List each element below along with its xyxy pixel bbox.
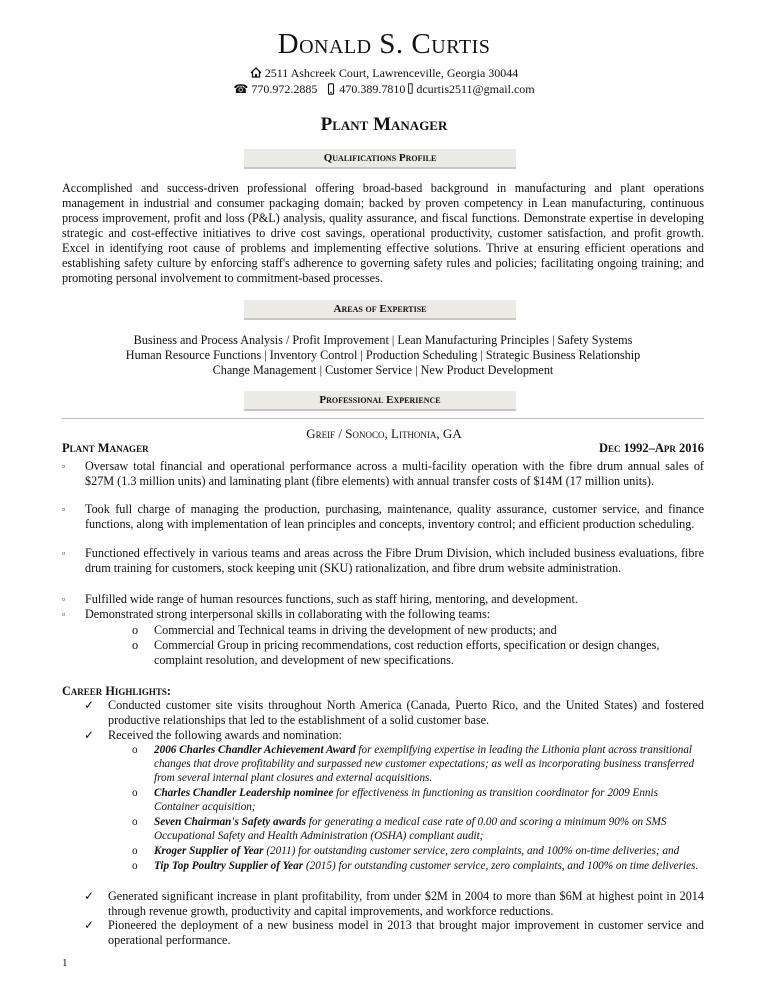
highlight-item: ✓ Pioneered the deployment of a new business model in 2013 that brought major improvement in customer service and operational performance. [84, 918, 704, 947]
phone-number: 770.972.2885 [251, 82, 318, 96]
award-name: Kroger Supplier of Year [154, 845, 264, 857]
circle-bullet-icon: o [132, 744, 138, 756]
award-description: for exemplifying expertise in leading the Lithonia plant across transitional changes that drove profitability and surpassed new customer expectations; as well as incorporating business transferred from several internal plant closures and external acquisitions. [154, 744, 695, 784]
telephone-icon: ☎ [233, 82, 249, 96]
award-name: Seven Chairman's Safety awards [154, 816, 306, 828]
candidate-name: Donald S. Curtis [277, 28, 491, 60]
experience-section-header: Professional Experience [244, 391, 516, 411]
award-item [132, 815, 704, 843]
company-name: Greif / Sonoco, Lithonia, GA [306, 426, 462, 441]
award-description: for effectiveness in functioning as transition coordinator for 2009 Ennis Container acquisition; [154, 787, 658, 813]
envelope-icon [408, 83, 413, 94]
square-bullet-icon: ▫ [62, 594, 66, 604]
award-item [132, 743, 704, 785]
highlight-item: ✓ Received the following awards and nomination: [84, 728, 342, 742]
expertise-section-header: Areas of Expertise [244, 300, 516, 320]
phone-email-line [0, 82, 768, 97]
career-highlights-heading: Career Highlights: [62, 684, 171, 698]
square-bullet-icon: ▫ [62, 504, 66, 514]
email-address[interactable]: dcurtis2511@gmail.com [416, 82, 535, 96]
page-number: 1 [62, 957, 68, 969]
list-item: ▫ Demonstrated strong interpersonal skills in collaborating with the following teams: [62, 607, 491, 621]
award-name: Charles Chandler Leadership nominee [154, 787, 334, 799]
award-name: Tip Top Poultry Supplier of Year [154, 860, 304, 872]
sub-list-item: o Commercial Group in pricing recommendations, cost reduction efforts, specification or design changes, complaint resolution, and development of new specifications. [132, 638, 660, 667]
circle-bullet-icon: o [132, 638, 139, 652]
expertise-line: Change Management | Customer Service | New Product Development [212, 363, 554, 377]
award-item [132, 844, 704, 858]
list-item: ▫ Oversaw total financial and operational performance across a multi-facility operation with the fibre drum annual sales of $27M (1.3 million units) and laminating plant (fibre elements) with annual transfer costs of $14M (17 million units). [62, 459, 704, 488]
award-item [132, 786, 704, 814]
qualifications-section-header: Qualifications Profile [244, 149, 516, 169]
list-item: ▫ Took full charge of managing the production, purchasing, maintenance, quality assurance, customer service, and finance functions, along with implementation of lean principles and concepts, inventory control; and efficient production scheduling. [62, 502, 704, 531]
highlight-item: ✓ Generated significant increase in plant profitability, from under $2M in 2004 to more than $6M at highest point in 2014 through revenue growth, productivity and capital improvements, and workforce reductions. [84, 889, 704, 918]
circle-bullet-icon: o [132, 787, 138, 799]
sub-list-item: o Commercial and Technical teams in driving the development of new products; and [132, 623, 557, 637]
checkmark-icon: ✓ [84, 728, 95, 742]
job-title: Plant Manager [320, 114, 448, 135]
qualifications-profile-text: Accomplished and success-driven professional offering broad-based background in manufacturing and plant operations management in industrial and consumer packaging domain; backed by proven competency in Lean manufacturing, continuous process improvement, profit and loss (P&L) analysis, quality assurance, and fiscal functions. Demonstrate expertise in developing strategic and cost-effective initiatives to drive cost savings, operational productivity, customer satisfaction, and profit growth. Excel in identifying root cause of problems and implementing effective solutions. Thrive at ensuring efficient operations and establishing safety culture by enforcing staff's adherence to governing safety rules and policies; facilitating ongoing training; and promoting personal involvement to commitment-based processes. [62, 181, 704, 285]
circle-bullet-icon: o [132, 623, 139, 637]
award-description: for generating a medical case rate of 0.00 and scoring a minimum 90% on SMS Occupational Safety and Health Administration (OSHA) compliant audit; [154, 816, 667, 842]
list-item: ▫ Functioned effectively in various teams and areas across the Fibre Drum Division, which included business evaluations, fibre drum training for customers, stock keeping unit (SKU) rationalization, and fibre drum website administration. [62, 546, 704, 575]
highlight-item: ✓ Conducted customer site visits throughout North America (Canada, Puerto Rico, and the United States) and fostered productive relationships that led to the establishment of a solid customer base. [84, 698, 704, 727]
mobile-phone-icon [326, 83, 336, 95]
circle-bullet-icon: o [132, 816, 138, 828]
award-description: (2015) for outstanding customer service, zero complaints, and 100% on time deliveries. [303, 860, 699, 872]
checkmark-icon: ✓ [84, 918, 95, 932]
award-item [132, 859, 704, 873]
role-title: Plant Manager [62, 441, 149, 455]
address-text: 2511 Ashcreek Court, Lawrenceville, Georgia 30044 [264, 66, 519, 80]
list-item: ▫ Fulfilled wide range of human resources functions, such as staff hiring, mentoring, and development. [62, 592, 578, 606]
divider [62, 418, 704, 419]
address-line [0, 66, 768, 81]
award-description: (2011) for outstanding customer service, zero complaints, and 100% on-time deliveries; and [263, 845, 680, 857]
employment-dates: Dec 1992–Apr 2016 [598, 441, 704, 455]
mobile-number: 470.389.7810 [339, 82, 406, 96]
square-bullet-icon: ▫ [62, 609, 66, 619]
expertise-line: Business and Process Analysis / Profit Improvement | Lean Manufacturing Principles | Safety Systems [133, 333, 633, 347]
circle-bullet-icon: o [132, 860, 138, 872]
square-bullet-icon: ▫ [62, 461, 66, 471]
expertise-line: Human Resource Functions | Inventory Control | Production Scheduling | Strategic Business Relationship [125, 348, 641, 362]
checkmark-icon: ✓ [84, 889, 95, 903]
circle-bullet-icon: o [132, 845, 138, 857]
square-bullet-icon: ▫ [62, 548, 66, 558]
checkmark-icon: ✓ [84, 698, 95, 712]
award-name: 2006 Charles Chandler Achievement Award [154, 744, 356, 756]
house-icon [250, 67, 262, 78]
